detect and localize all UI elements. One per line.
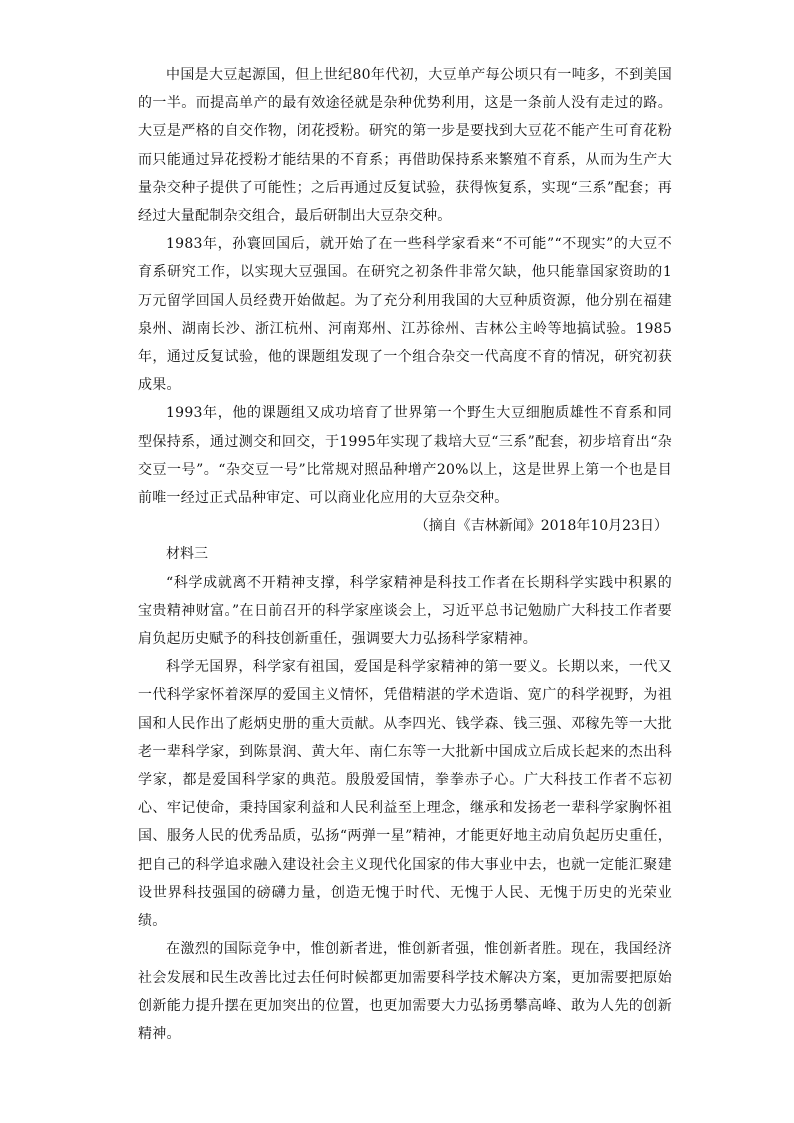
paragraph-innovation: 在激烈的国际竞争中，惟创新者进，惟创新者强，惟创新者胜。现在，我国经济社会发展和民生改善比过去任何时候都更加需要科学技术解决方案，更加需要把原始创新能力提升摆在更加突出的位置，也更加需要大力弘扬勇攀高峰、敢为人先的创新精神。 — [138, 941, 672, 1042]
paragraph-patriotism: 科学无国界，科学家有祖国，爱国是科学家精神的第一要义。长期以来，一代又一代科学家怀着深厚的爱国主义情怀，凭借精湛的学术造诣、宽广的科学视野，为祖国和人民作出了彪炳史册的重大贡献。从李四光、钱学森、钱三强、邓稼先等一大批老一辈科学家，到陈景润、黄大年、南仁东等一大批新中国成立后成长起来的杰出科学家，都是爱国科学家的典范。殷殷爱国情，拳拳赤子心。广大科技工作者不忘初心、牢记使命，秉持国家利益和人民利益至上理念，继承和发扬老一辈科学家胸怀祖国、服务人民的优秀品质，弘扬“两弹一星”精神，才能更好地主动肩负起历史重任，把自己的科学追求融入建设社会主义现代化国家的伟大事业中去，也就一定能汇聚建设世界科技强国的磅礴力量，创造无愧于时代、无愧于人民、无愧于历史的光荣业绩。 — [138, 659, 672, 930]
paragraph-1983-research: 1983年，孙寰回国后，就开始了在一些科学家看来“不可能”“不现实”的大豆不育系研究工作，以实现大豆强国。在研究之初条件非常欠缺，他只能靠国家资助的1万元留学回国人员经费开始做起。为了充分利用我国的大豆种质资源，他分别在福建泉州、湖南长沙、浙江杭州、河南郑州、江苏徐州、吉林公主岭等地搞试验。1985年，通过反复试验，他的课题组发现了一个组合杂交一代高度不育的情况，研究初获成果。 — [138, 236, 672, 394]
section-heading-material3: 材料三 — [166, 546, 208, 563]
paragraph-scientist-spirit: “科学成就离不开精神支撑，科学家精神是科技工作者在长期科学实践中积累的宝贵精神财富。”在日前召开的科学家座谈会上，习近平总书记勉励广大科技工作者要肩负起历史赋予的科技创新重任，强调要大力弘扬科学家精神。 — [138, 574, 672, 648]
paragraph-soybean-origin: 中国是大豆起源国，但上世纪80年代初，大豆单产每公顷只有一吨多，不到美国的一半。而提高单产的最有效途径就是杂种优势利用，这是一条前人没有走过的路。大豆是严格的自交作物，闭花授粉。研究的第一步是要找到大豆花不能产生可育花粉而只能通过异花授粉才能结果的不育系；再借助保持系来繁殖不育系，从而为生产大量杂交种子提供了可能性；之后再通过反复试验，获得恢复系，实现“三系”配套；再经过大量配制杂交组合，最后研制出大豆杂交种。 — [138, 67, 672, 225]
source-citation: （摘自《吉林新闻》2018年10月23日） — [414, 518, 668, 535]
paragraph-1993-success: 1993年，他的课题组又成功培育了世界第一个野生大豆细胞质雄性不育系和同型保持系，通过测交和回交，于1995年实现了栽培大豆“三系”配套，初步培育出“杂交豆一号”。“杂交豆一号”比常规对照品种增产20%以上，这是世界上第一个也是目前唯一经过正式品种审定、可以商业化应用的大豆杂交种。 — [138, 405, 672, 507]
